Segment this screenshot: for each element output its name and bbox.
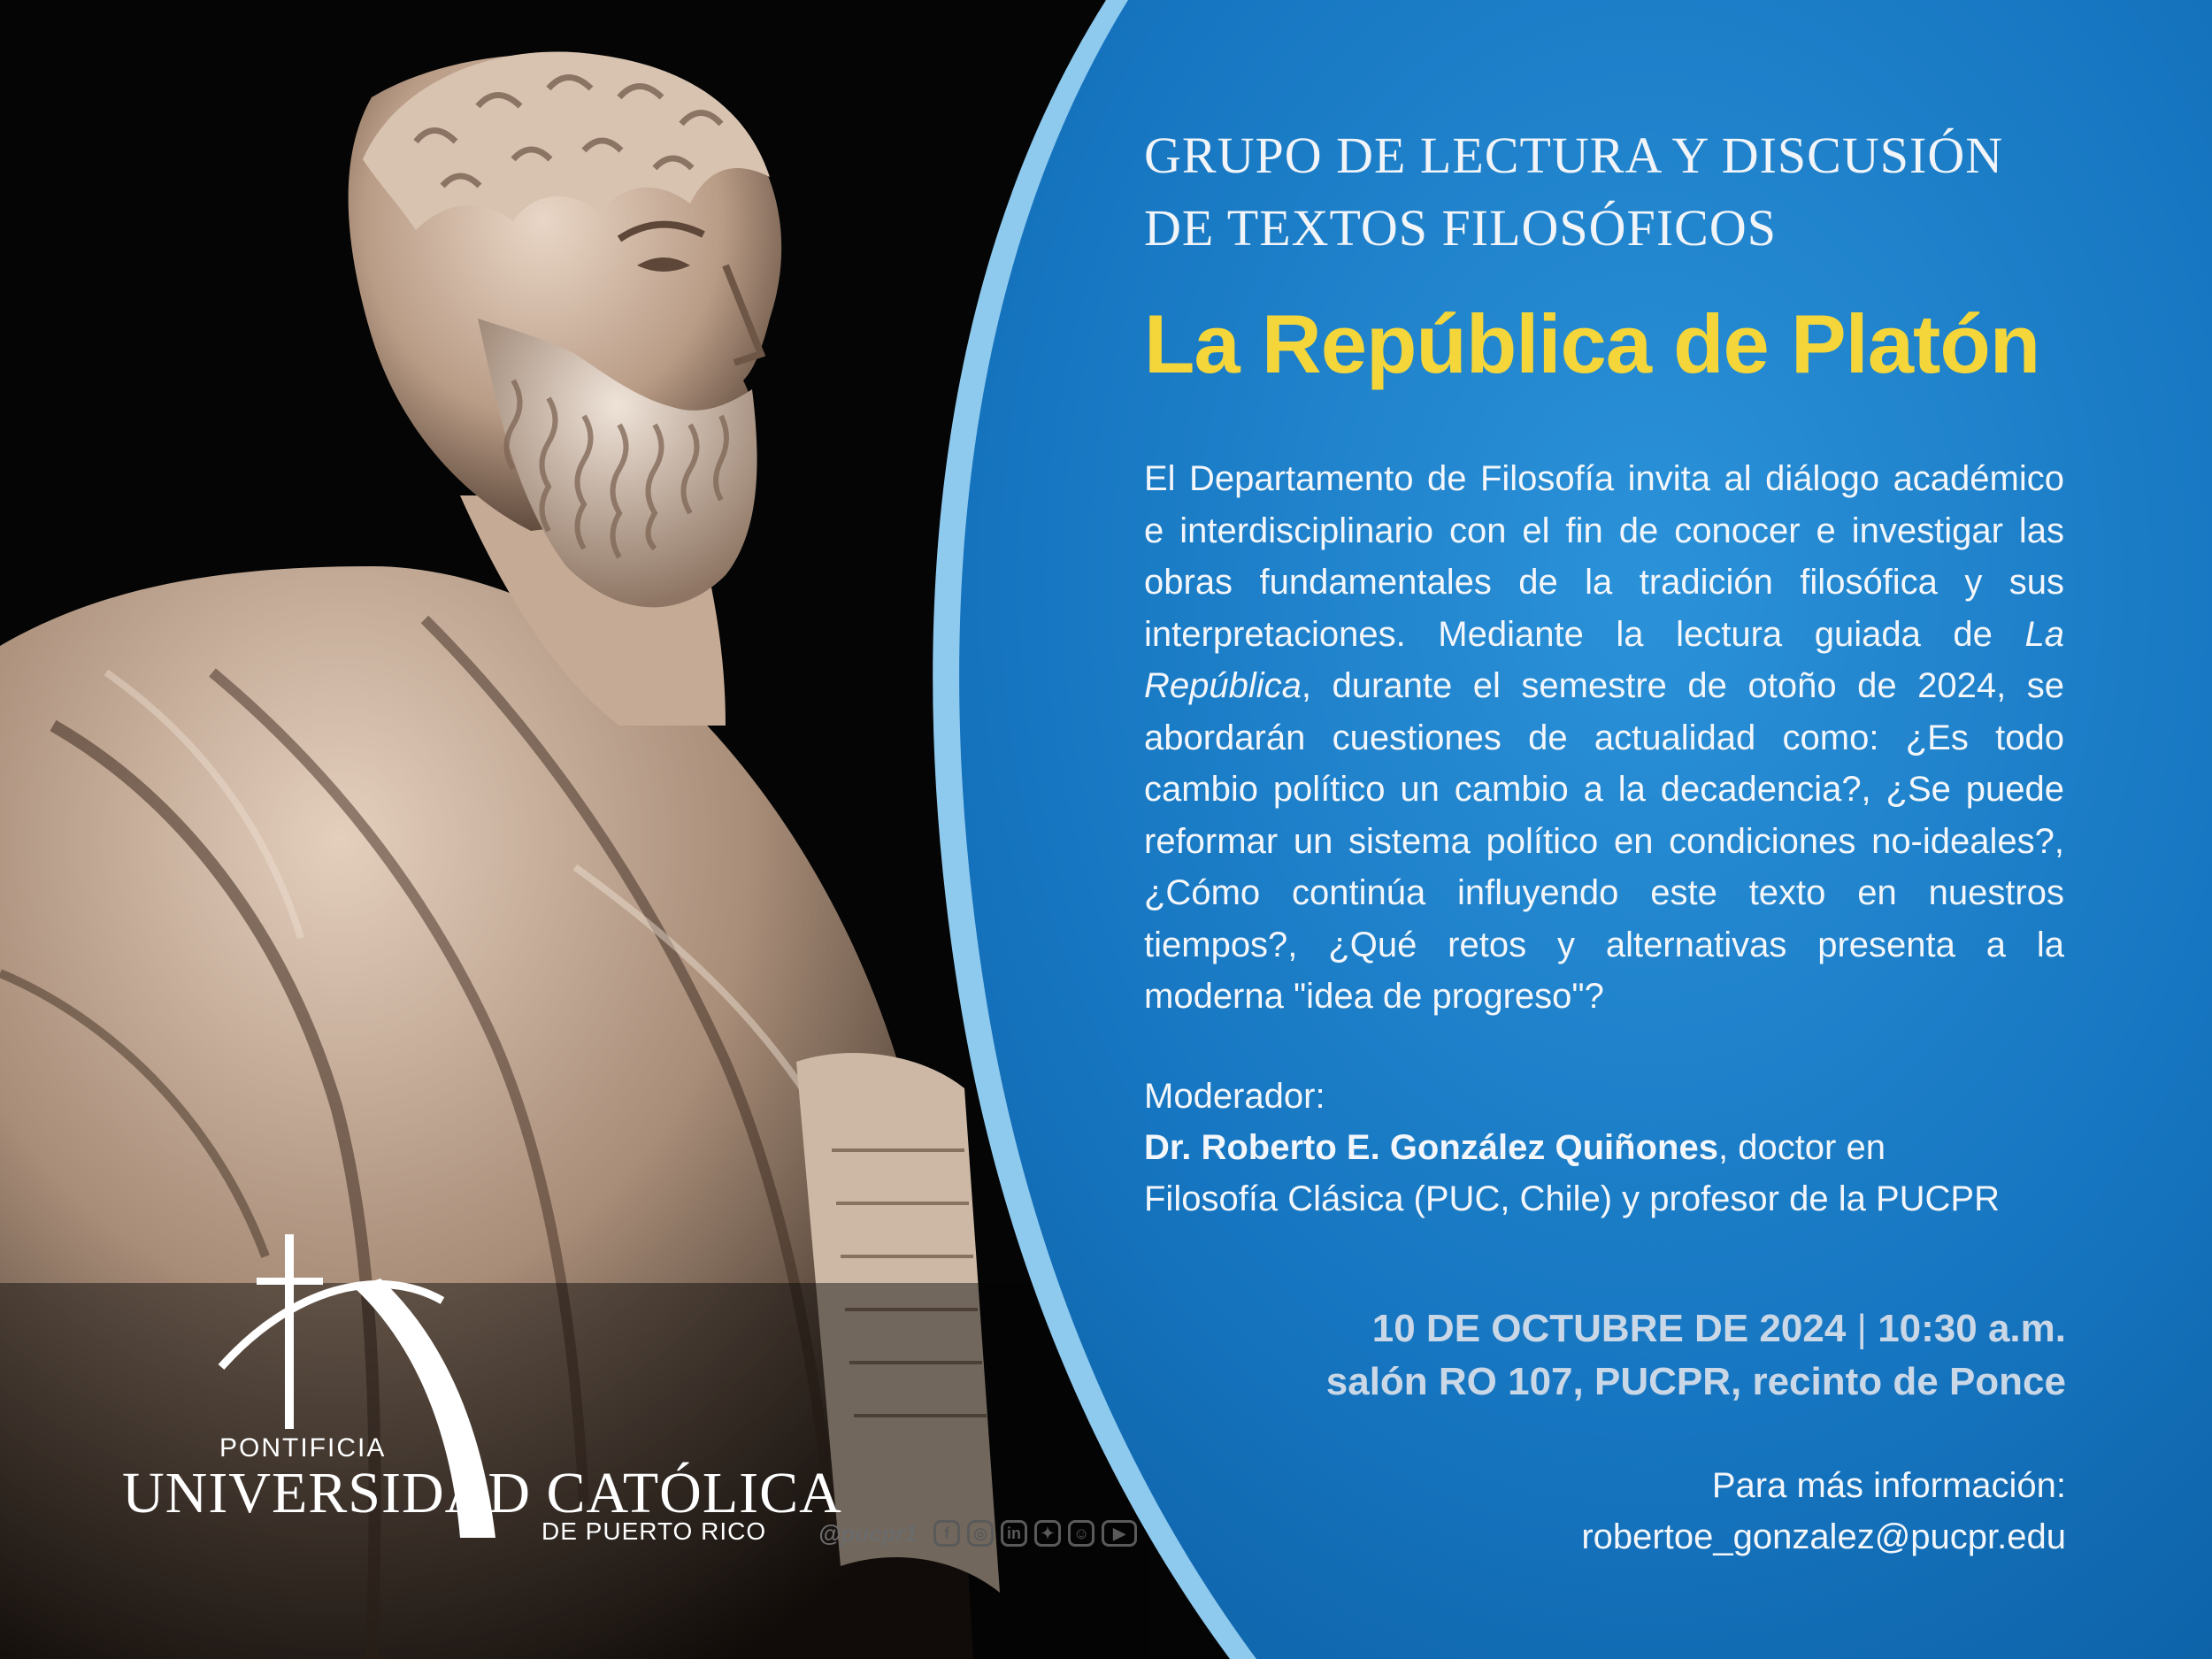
- contact-email[interactable]: robertoe_gonzalez@pucpr.edu: [1581, 1517, 2066, 1556]
- moderator-name: Dr. Roberto E. González Quiñones: [1144, 1128, 1718, 1167]
- linkedin-icon[interactable]: in: [1001, 1520, 1027, 1547]
- event-title: La República de Platón: [1144, 297, 2040, 390]
- moderator-block: [1144, 1071, 2117, 1225]
- logo-university-name: UNIVERSIDAD CATÓLICA: [122, 1461, 842, 1525]
- event-separator: |: [1846, 1307, 1878, 1350]
- event-description: [1144, 453, 2064, 1023]
- moderator-credentials-2: Filosofía Clásica (PUC, Chile) y profesor de la PUCPR: [1144, 1179, 2000, 1218]
- event-time: 10:30 a.m.: [1878, 1307, 2066, 1350]
- description-text-2: , durante el semestre de otoño de 2024, se abordarán cuestiones de actualidad como: ¿Es todo cambio político un cambio a la decadencia?, ¿Se puede reformar un sistema político en condiciones no-ideales?, ¿Cómo continúa influyendo este texto en nuestros tiempos?, ¿Qué retos y alternativas presenta a la moderna "idea de progreso"?: [1144, 666, 2064, 1016]
- logo-pontificia: PONTIFICIA: [219, 1433, 387, 1463]
- youtube-icon[interactable]: ▶: [1102, 1520, 1137, 1547]
- header-line-1: GRUPO DE LECTURA Y DISCUSIÓN: [1144, 127, 2004, 184]
- header-line-2: DE TEXTOS FILOSÓFICOS: [1144, 199, 1777, 257]
- event-date: 10 DE OCTUBRE DE 2024: [1371, 1307, 1847, 1350]
- contact-label: Para más información:: [1711, 1466, 2066, 1505]
- description-book-title: La República: [1144, 614, 2064, 705]
- description-text-1: El Departamento de Filosofía invita al diálogo académico e interdisciplinario con el fin de conocer e investigar las obras fundamentales de la tradición filosófica y sus interpretaciones. Mediante la lectura guiada de: [1144, 459, 2064, 654]
- facebook-icon[interactable]: f: [933, 1520, 960, 1547]
- event-details: [1326, 1302, 2066, 1409]
- moderator-credentials-1: , doctor en: [1717, 1128, 1886, 1167]
- snapchat-icon[interactable]: ☺: [1068, 1520, 1094, 1547]
- moderator-label: Moderador:: [1144, 1077, 1325, 1116]
- contact-info: [1581, 1460, 2066, 1563]
- event-header: [1144, 119, 2162, 265]
- instagram-icon[interactable]: ◎: [967, 1520, 994, 1547]
- social-media-bar: [818, 1516, 1137, 1551]
- event-location: salón RO 107, PUCPR, recinto de Ponce: [1325, 1360, 2066, 1403]
- twitter-icon[interactable]: ✦: [1034, 1520, 1061, 1547]
- logo-puerto-rico: DE PUERTO RICO: [541, 1517, 767, 1545]
- social-handle[interactable]: @pucpr1: [818, 1519, 918, 1547]
